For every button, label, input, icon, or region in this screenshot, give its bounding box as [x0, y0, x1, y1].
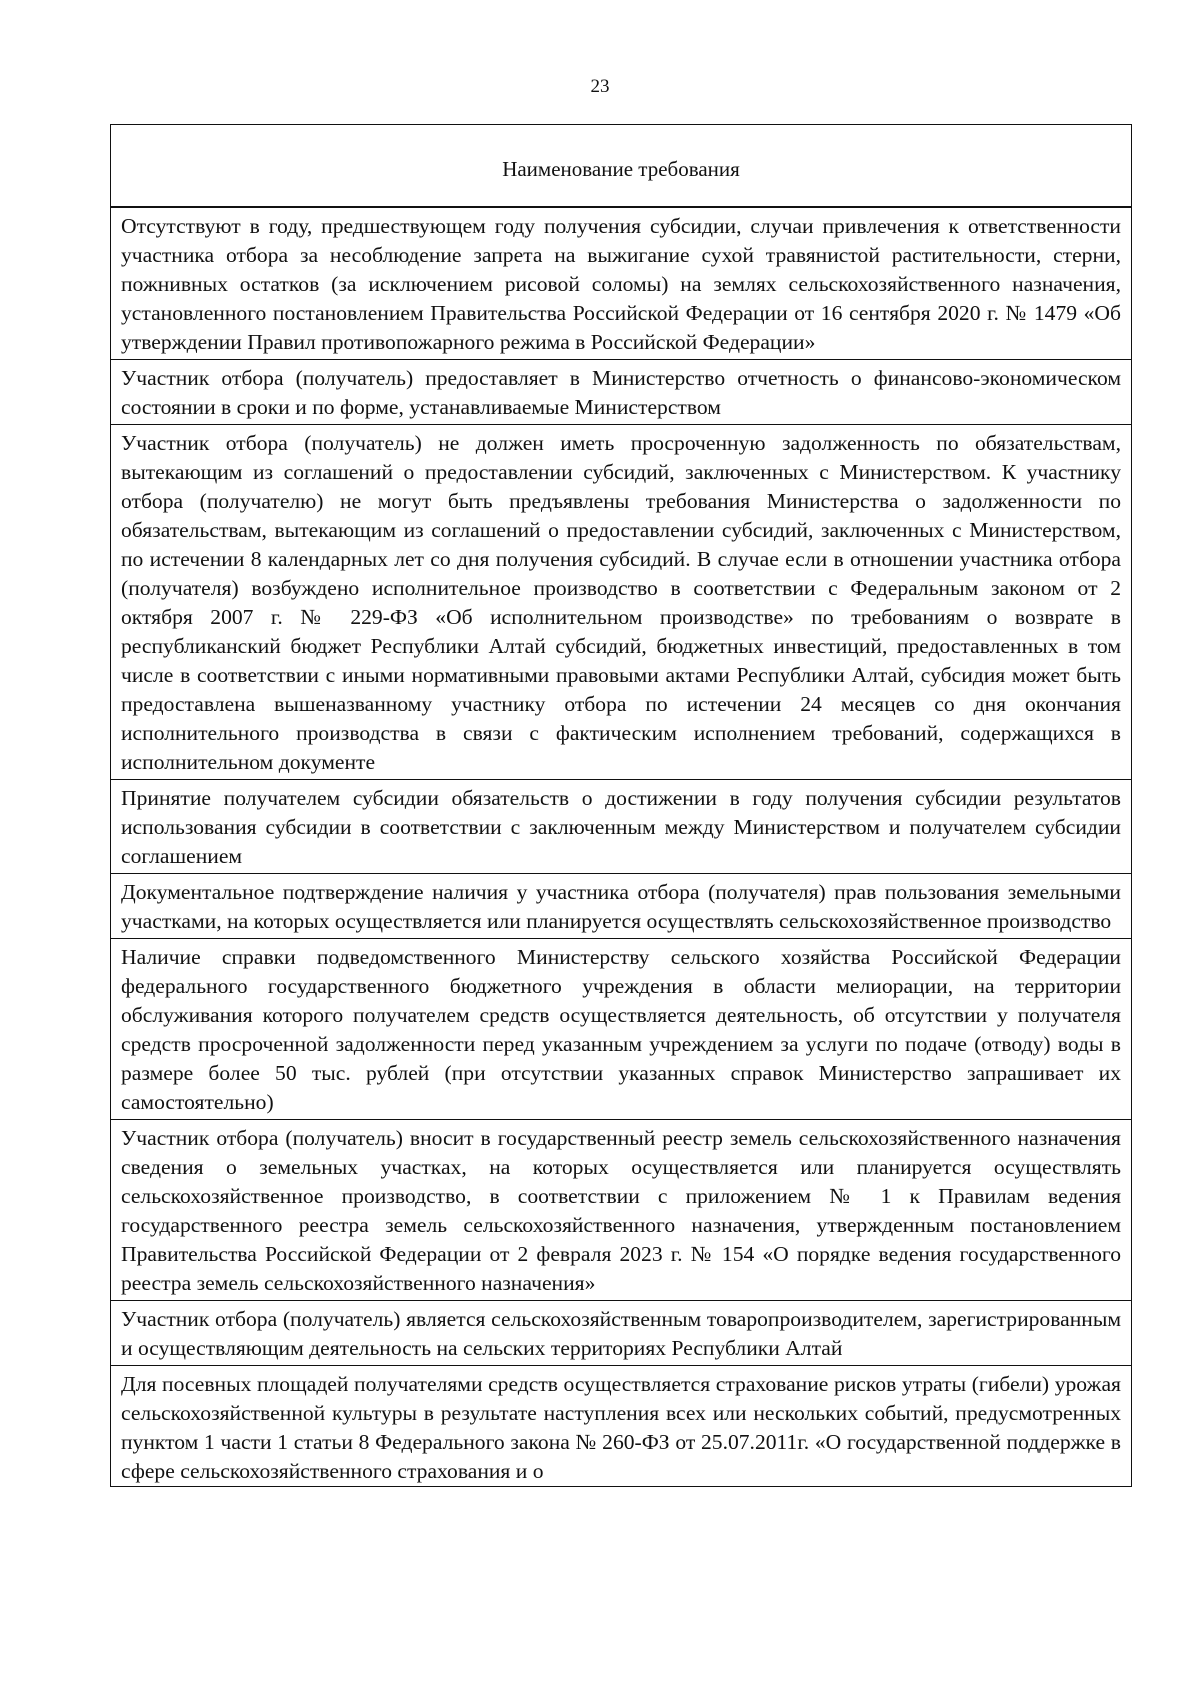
requirement-row: Наличие справки подведомственного Министерству сельского хозяйства Российской Федерации федерального государственного бюджетного учреждения в области мелиорации, на территории обслуживания которого получателем средств осуществляется деятельность, об отсутствии у получателя средств просроченной задолженности перед указанным учреждением за услуги по подаче (отводу) воды в размере более 50 тыс. рублей (при отсутствии указанных справок Министерство запрашивает их самостоятельно): [111, 938, 1131, 1119]
requirement-row: Для посевных площадей получателями средств осуществляется страхование рисков утраты (гибели) урожая сельскохозяйственной культуры в результате наступления всех или нескольких событий, предусмотренных пунктом 1 части 1 статьи 8 Федерального закона № 260-ФЗ от 25.07.2011г. «О государственной поддержке в сфере сельскохозяйственного страхования и о: [111, 1365, 1131, 1486]
requirement-row: Участник отбора (получатель) является сельскохозяйственным товаропроизводителем, зарегистрированным и осуществляющим деятельность на сельских территориях Республики Алтай: [111, 1300, 1131, 1365]
requirement-row: Участник отбора (получатель) не должен иметь просроченную задолженность по обязательствам, вытекающим из соглашений о предоставлении субсидий, заключенных с Министерством. К участнику отбора (получателю) не могут быть предъявлены требования Министерства о задолженности по обязательствам, вытекающим из соглашений о предоставлении субсидий, заключенных с Министерством, по истечении 8 календарных лет со дня получения субсидий. В случае если в отношении участника отбора (получателя) возбуждено исполнительное производство в соответствии с Федеральным законом от 2 октября 2007 г. № 229-ФЗ «Об исполнительном производстве» по требованиям о возврате в республиканский бюджет Республики Алтай субсидий, бюджетных инвестиций, предоставленных в том числе в соответствии с иными нормативными правовыми актами Республики Алтай, субсидия может быть предоставлена вышеназванному участнику отбора по истечении 24 месяцев со дня окончания исполнительного производства в связи с фактическим исполнением требований, содержащихся в исполнительном документе: [111, 424, 1131, 779]
page-number: 23: [590, 76, 610, 97]
requirement-row: Документальное подтверждение наличия у участника отбора (получателя) прав пользования земельными участками, на которых осуществляется или планируется осуществлять сельскохозяйственное производство: [111, 873, 1131, 938]
requirement-row: Участник отбора (получатель) предоставляет в Министерство отчетность о финансово-экономическом состоянии в сроки и по форме, устанавливаемые Министерством: [111, 359, 1131, 424]
requirements-table: [110, 124, 1132, 1487]
requirement-row: Участник отбора (получатель) вносит в государственный реестр земель сельскохозяйственного назначения сведения о земельных участках, на которых осуществляется или планируется осуществлять сельскохозяйственное производство, в соответствии с приложением № 1 к Правилам ведения государственного реестра земель сельскохозяйственного назначения, утвержденным постановлением Правительства Российской Федерации от 2 февраля 2023 г. № 154 «О порядке ведения государственного реестра земель сельскохозяйственного назначения»: [111, 1119, 1131, 1300]
table-header: Наименование требования: [111, 125, 1131, 207]
requirement-row: Принятие получателем субсидии обязательств о достижении в году получения субсидии результатов использования субсидии в соответствии с заключенным между Министерством и получателем субсидии соглашением: [111, 779, 1131, 873]
requirement-row: Отсутствуют в году, предшествующем году получения субсидии, случаи привлечения к ответственности участника отбора за несоблюдение запрета на выжигание сухой травянистой растительности, стерни, пожнивных остатков (за исключением рисовой соломы) на землях сельскохозяйственного назначения, установленного постановлением Правительства Российской Федерации от 16 сентября 2020 г. № 1479 «Об утверждении Правил противопожарного режима в Российской Федерации»: [111, 207, 1131, 359]
